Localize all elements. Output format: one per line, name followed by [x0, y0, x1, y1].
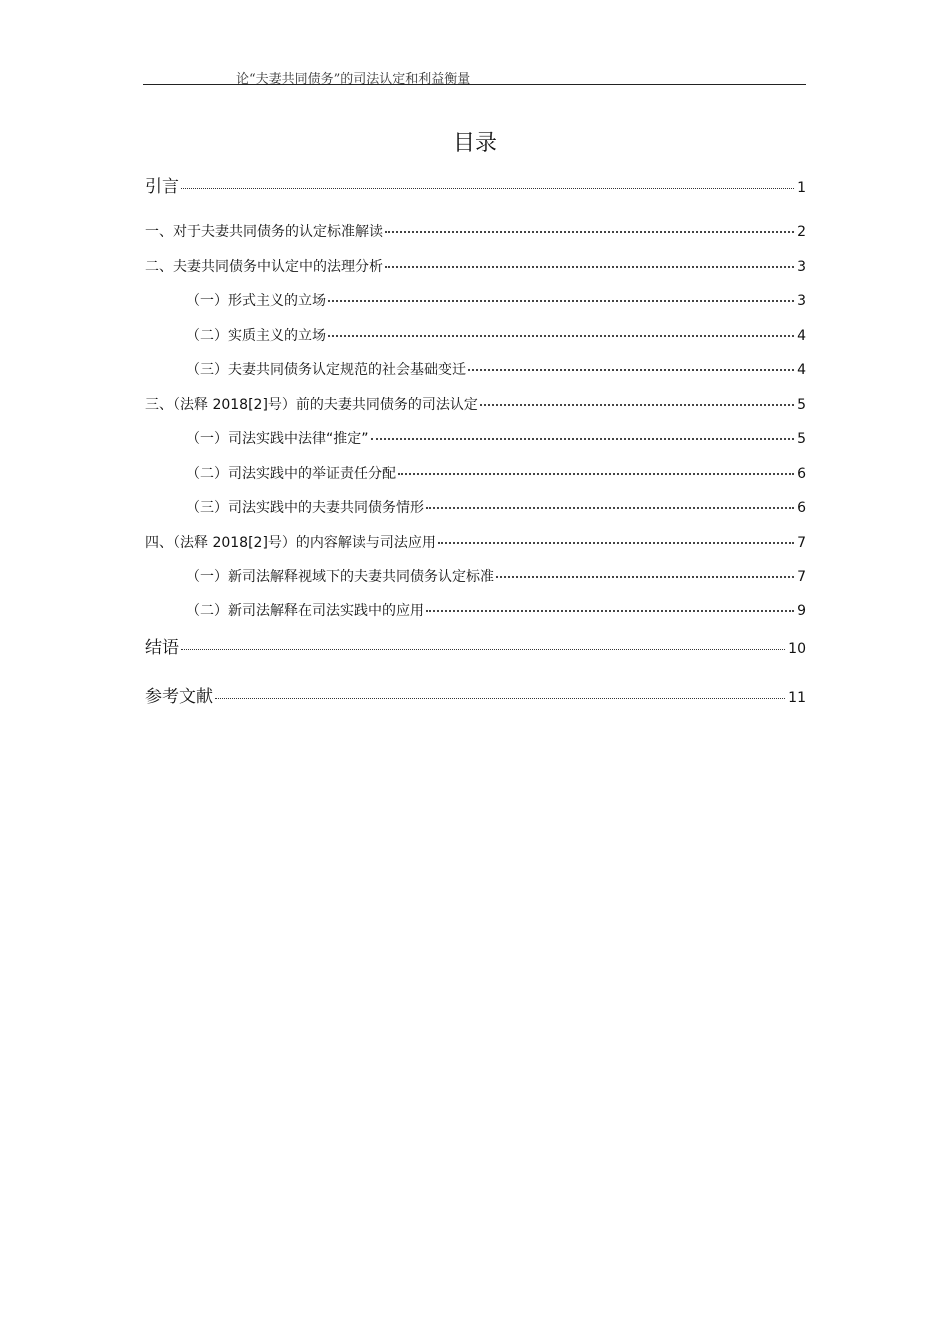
- toc-entry-section-3-2[interactable]: [186, 463, 806, 483]
- toc-entry-section-4-2[interactable]: [186, 600, 806, 620]
- toc-entry-label: （一）司法实践中法律“推定”: [186, 431, 369, 447]
- toc-dot-leader: [328, 335, 794, 337]
- toc-entry-label: 二、夫妻共同债务中认定中的法理分析: [145, 259, 383, 275]
- toc-dot-leader: [426, 507, 794, 509]
- toc-dot-leader: [398, 473, 794, 475]
- toc-page-number: 7: [797, 569, 806, 585]
- toc-entry-introduction[interactable]: [145, 172, 806, 197]
- toc-entry-label: 参考文献: [145, 687, 213, 707]
- toc-page-number: 9: [797, 603, 806, 619]
- toc-entry-label: （一）形式主义的立场: [186, 293, 326, 309]
- toc-dot-leader: [468, 369, 794, 371]
- toc-page-number: 7: [797, 535, 806, 551]
- toc-dot-leader: [385, 266, 794, 268]
- toc-dot-leader: [385, 231, 794, 233]
- toc-entry-label: （三）司法实践中的夫妻共同债务情形: [186, 500, 424, 516]
- toc-entry-section-3-3[interactable]: [186, 497, 806, 517]
- toc-entry-label: 三、（法释 2018[2]号）前的夫妻共同债务的司法认定: [145, 397, 478, 413]
- toc-entry-chapter-4[interactable]: [145, 532, 806, 552]
- toc-entry-section-4-1[interactable]: [186, 566, 806, 586]
- toc-dot-leader: [438, 542, 794, 544]
- toc-dot-leader: [371, 438, 795, 440]
- toc-page-number: 10: [788, 641, 806, 657]
- toc-dot-leader: [181, 649, 785, 650]
- toc-dot-leader: [181, 188, 794, 189]
- toc-entry-chapter-3[interactable]: [145, 394, 806, 414]
- toc-entry-label: （一）新司法解释视域下的夫妻共同债务认定标准: [186, 569, 494, 585]
- toc-entry-chapter-2[interactable]: [145, 256, 806, 276]
- toc-dot-leader: [496, 576, 794, 578]
- toc-page-number: 3: [797, 259, 806, 275]
- toc-entry-section-3-1[interactable]: [186, 428, 806, 448]
- running-header: 论“夫妻共同债务”的司法认定和利益衡量: [236, 72, 471, 87]
- toc-dot-leader: [328, 300, 794, 302]
- toc-entry-label: （二）实质主义的立场: [186, 328, 326, 344]
- toc-page-number: 6: [797, 500, 806, 516]
- toc-entry-label: 四、（法释 2018[2]号）的内容解读与司法应用: [145, 535, 436, 551]
- toc-page-number: 6: [797, 466, 806, 482]
- toc-page-number: 4: [797, 328, 806, 344]
- toc-entry-conclusion[interactable]: [145, 633, 806, 658]
- toc-page-number: 4: [797, 362, 806, 378]
- toc-dot-leader: [426, 610, 794, 612]
- toc-page-number: 5: [797, 397, 806, 413]
- toc-entry-section-2-2[interactable]: [186, 325, 806, 345]
- toc-entry-label: 一、对于夫妻共同债务的认定标准解读: [145, 224, 383, 240]
- toc-entry-label: 结语: [145, 638, 179, 658]
- toc-entry-section-2-3[interactable]: [186, 359, 806, 379]
- toc-entry-label: （三）夫妻共同债务认定规范的社会基础变迁: [186, 362, 466, 378]
- toc-entry-label: （二）司法实践中的举证责任分配: [186, 466, 396, 482]
- toc-entry-section-2-1[interactable]: [186, 290, 806, 310]
- toc-entry-references[interactable]: [145, 682, 806, 707]
- toc-entry-label: 引言: [145, 177, 179, 197]
- toc-dot-leader: [215, 698, 785, 699]
- toc-page-number: 11: [788, 690, 806, 706]
- toc-entry-chapter-1[interactable]: [145, 221, 806, 241]
- toc-page-number: 2: [797, 224, 806, 240]
- toc-page-number: 5: [797, 431, 806, 447]
- toc-page-number: 1: [797, 180, 806, 196]
- toc-entry-label: （二）新司法解释在司法实践中的应用: [186, 603, 424, 619]
- toc-page-number: 3: [797, 293, 806, 309]
- toc-title: 目录: [452, 131, 497, 156]
- table-of-contents: [145, 0, 806, 1344]
- toc-dot-leader: [480, 404, 794, 406]
